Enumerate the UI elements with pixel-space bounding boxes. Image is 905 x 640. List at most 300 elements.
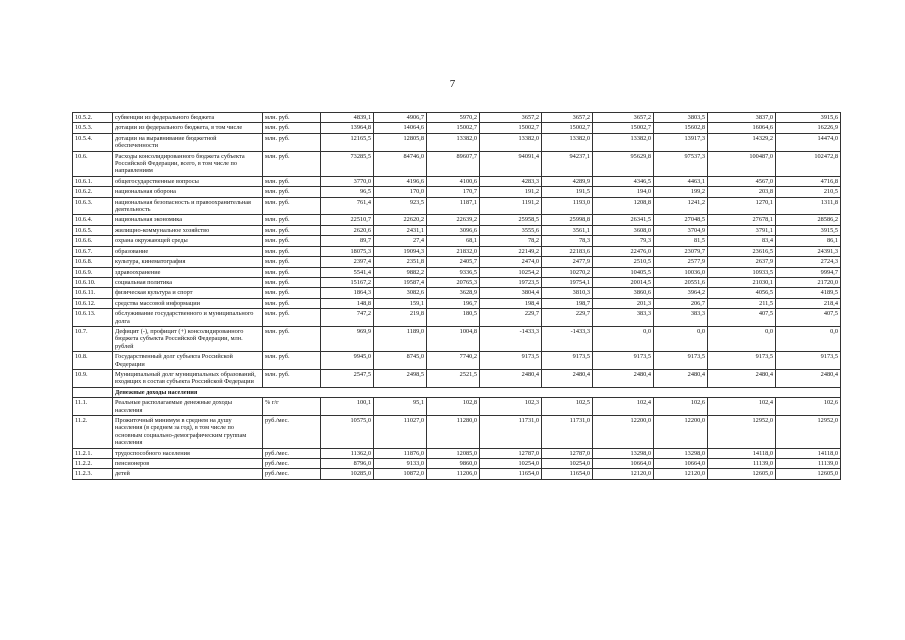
value-cell: 78,2 (480, 236, 542, 246)
row-unit: млн. руб. (263, 123, 321, 133)
value-cell: 11027,0 (374, 416, 427, 449)
value-cell: 170,0 (374, 187, 427, 197)
row-unit: млн. руб. (263, 326, 321, 351)
value-cell: 12787,0 (480, 448, 542, 458)
value-cell: 97537,3 (654, 151, 708, 176)
value-cell: 5970,2 (427, 113, 480, 123)
value-cell: 15002,7 (542, 123, 593, 133)
row-code: 10.5.2. (73, 113, 113, 123)
row-name: охрана окружающей среды (113, 236, 263, 246)
row-unit: млн. руб. (263, 246, 321, 256)
value-cell: 13298,0 (654, 448, 708, 458)
value-cell: 26341,5 (593, 215, 654, 225)
table-row (73, 133, 841, 151)
row-code: 11.2.2. (73, 459, 113, 469)
value-cell: 12165,5 (321, 133, 374, 151)
row-unit: млн. руб. (263, 113, 321, 123)
value-cell: 22149,2 (480, 246, 542, 256)
value-cell: 13382,0 (480, 133, 542, 151)
value-cell: 180,5 (427, 309, 480, 327)
value-cell: 27048,5 (654, 215, 708, 225)
value-cell: 16064,6 (708, 123, 776, 133)
value-cell: 3561,1 (542, 225, 593, 235)
row-code: 10.6.12. (73, 298, 113, 308)
table-row (73, 369, 841, 387)
value-cell: 194,0 (593, 187, 654, 197)
value-cell: 21832,0 (427, 246, 480, 256)
value-cell: 191,5 (542, 187, 593, 197)
section-title: Денежные доходы населения (113, 387, 841, 397)
table-row (73, 236, 841, 246)
row-code: 10.6.13. (73, 309, 113, 327)
value-cell: 102472,8 (776, 151, 841, 176)
value-cell: 15167,2 (321, 277, 374, 287)
row-code: 11.1. (73, 398, 113, 416)
value-cell: 9994,7 (776, 267, 841, 277)
value-cell: 15002,7 (427, 123, 480, 133)
row-name: субвенции из федерального бюджета (113, 113, 263, 123)
value-cell: 923,5 (374, 197, 427, 215)
value-cell: 11362,0 (321, 448, 374, 458)
value-cell: 73285,5 (321, 151, 374, 176)
table-row (73, 187, 841, 197)
value-cell: 12200,0 (593, 416, 654, 449)
row-name: обслуживание государственного и муниципального долга (113, 309, 263, 327)
value-cell: 13382,0 (593, 133, 654, 151)
value-cell: 78,3 (542, 236, 593, 246)
value-cell: 12805,8 (374, 133, 427, 151)
value-cell: 15602,8 (654, 123, 708, 133)
value-cell: 11731,0 (480, 416, 542, 449)
value-cell: 969,9 (321, 326, 374, 351)
value-cell: 383,3 (654, 309, 708, 327)
value-cell: 14064,6 (374, 123, 427, 133)
row-code: 10.6.6. (73, 236, 113, 246)
value-cell: 210,5 (776, 187, 841, 197)
row-unit: млн. руб. (263, 288, 321, 298)
value-cell: 8745,0 (374, 352, 427, 370)
value-cell: 3628,9 (427, 288, 480, 298)
value-cell: 18075,3 (321, 246, 374, 256)
value-cell: 196,7 (427, 298, 480, 308)
value-cell: 27678,1 (708, 215, 776, 225)
value-cell: 12120,0 (654, 469, 708, 479)
value-cell: 1191,2 (480, 197, 542, 215)
value-cell: 12952,0 (708, 416, 776, 449)
value-cell: 4196,6 (374, 176, 427, 186)
value-cell: 2431,1 (374, 225, 427, 235)
value-cell: 12787,0 (542, 448, 593, 458)
value-cell: 14118,0 (708, 448, 776, 458)
value-cell: 10254,0 (480, 459, 542, 469)
row-code: 10.6.9. (73, 267, 113, 277)
value-cell: 11206,0 (427, 469, 480, 479)
value-cell: 4839,1 (321, 113, 374, 123)
table-row (73, 151, 841, 176)
row-name: социальная политика (113, 277, 263, 287)
value-cell: 2620,6 (321, 225, 374, 235)
value-cell: -1433,3 (480, 326, 542, 351)
value-cell: 23616,5 (708, 246, 776, 256)
value-cell: 4906,7 (374, 113, 427, 123)
row-name: здравоохранение (113, 267, 263, 277)
value-cell: 11139,0 (776, 459, 841, 469)
value-cell: 23079,7 (654, 246, 708, 256)
row-unit: млн. руб. (263, 187, 321, 197)
value-cell: 0,0 (708, 326, 776, 351)
row-name: Государственный долг субъекта Российской Федерации (113, 352, 263, 370)
value-cell: 2405,7 (427, 257, 480, 267)
row-name: национальная оборона (113, 187, 263, 197)
value-cell: 4346,5 (593, 176, 654, 186)
value-cell: 19723,5 (480, 277, 542, 287)
value-cell: 3096,6 (427, 225, 480, 235)
value-cell: 2477,9 (542, 257, 593, 267)
value-cell: 16226,9 (776, 123, 841, 133)
row-unit: млн. руб. (263, 298, 321, 308)
value-cell: 95629,8 (593, 151, 654, 176)
value-cell: 0,0 (593, 326, 654, 351)
value-cell: 19094,3 (374, 246, 427, 256)
value-cell: 199,2 (654, 187, 708, 197)
indicators-table (72, 112, 841, 480)
value-cell: 2397,4 (321, 257, 374, 267)
value-cell: 0,0 (776, 326, 841, 351)
value-cell: 3860,6 (593, 288, 654, 298)
value-cell: 84746,0 (374, 151, 427, 176)
value-cell: 3704,9 (654, 225, 708, 235)
row-unit: млн. руб. (263, 352, 321, 370)
value-cell: 2724,3 (776, 257, 841, 267)
row-unit: млн. руб. (263, 215, 321, 225)
value-cell: 86,1 (776, 236, 841, 246)
value-cell: 10270,2 (542, 267, 593, 277)
value-cell: 11280,0 (427, 416, 480, 449)
row-name: общегосударственные вопросы (113, 176, 263, 186)
value-cell: 11731,0 (542, 416, 593, 449)
value-cell: 4289,9 (542, 176, 593, 186)
row-code: 10.5.3. (73, 123, 113, 133)
value-cell: 7740,2 (427, 352, 480, 370)
row-unit: руб./мес. (263, 469, 321, 479)
row-code: 10.6.5. (73, 225, 113, 235)
value-cell: 1864,3 (321, 288, 374, 298)
row-name: Муниципальный долг муниципальных образований, входящих в состав субъекта Российской Федерации (113, 369, 263, 387)
value-cell: 22639,2 (427, 215, 480, 225)
row-unit: млн. руб. (263, 369, 321, 387)
table-row (73, 123, 841, 133)
value-cell: 79,3 (593, 236, 654, 246)
value-cell: 94237,1 (542, 151, 593, 176)
value-cell: 10933,5 (708, 267, 776, 277)
value-cell: 9882,2 (374, 267, 427, 277)
value-cell: 13382,0 (542, 133, 593, 151)
value-cell: 229,7 (542, 309, 593, 327)
row-unit: руб./мес. (263, 448, 321, 458)
value-cell: 219,8 (374, 309, 427, 327)
table-row (73, 197, 841, 215)
value-cell: 1208,8 (593, 197, 654, 215)
value-cell: 81,5 (654, 236, 708, 246)
value-cell: 102,6 (776, 398, 841, 416)
row-name: физическая культура и спорт (113, 288, 263, 298)
value-cell: 83,4 (708, 236, 776, 246)
row-unit: млн. руб. (263, 197, 321, 215)
row-code: 10.9. (73, 369, 113, 387)
row-name: культура, кинематография (113, 257, 263, 267)
value-cell: 3608,0 (593, 225, 654, 235)
value-cell: 11654,0 (542, 469, 593, 479)
value-cell: 761,4 (321, 197, 374, 215)
section-row (73, 387, 841, 397)
row-code: 10.6.7. (73, 246, 113, 256)
value-cell: 3657,2 (480, 113, 542, 123)
value-cell: 198,7 (542, 298, 593, 308)
empty-cell (73, 387, 113, 397)
value-cell: 2351,8 (374, 257, 427, 267)
row-unit: млн. руб. (263, 257, 321, 267)
row-unit: млн. руб. (263, 267, 321, 277)
value-cell: 12200,0 (654, 416, 708, 449)
value-cell: 5541,4 (321, 267, 374, 277)
value-cell: 3791,1 (708, 225, 776, 235)
value-cell: 13964,8 (321, 123, 374, 133)
value-cell: 11139,0 (708, 459, 776, 469)
value-cell: 3964,2 (654, 288, 708, 298)
row-name: Расходы консолидированного бюджета субъекта Российской Федерации, всего, в том числе по направлениям (113, 151, 263, 176)
row-code: 10.6.8. (73, 257, 113, 267)
value-cell: 0,0 (654, 326, 708, 351)
value-cell: 229,7 (480, 309, 542, 327)
value-cell: 1004,8 (427, 326, 480, 351)
value-cell: 407,5 (708, 309, 776, 327)
table-row (73, 257, 841, 267)
row-name: дотации из федерального бюджета, в том числе (113, 123, 263, 133)
value-cell: 2480,4 (542, 369, 593, 387)
row-name: национальная безопасность и правоохранительная деятельность (113, 197, 263, 215)
value-cell: 9173,5 (776, 352, 841, 370)
value-cell: 1270,1 (708, 197, 776, 215)
value-cell: 206,7 (654, 298, 708, 308)
value-cell: 94091,4 (480, 151, 542, 176)
value-cell: 24391,3 (776, 246, 841, 256)
row-unit: млн. руб. (263, 151, 321, 176)
value-cell: 95,1 (374, 398, 427, 416)
value-cell: 9173,5 (593, 352, 654, 370)
value-cell: 3804,4 (480, 288, 542, 298)
value-cell: 22620,2 (374, 215, 427, 225)
row-name: средства массовой информации (113, 298, 263, 308)
value-cell: 9945,0 (321, 352, 374, 370)
table-row (73, 459, 841, 469)
value-cell: 9173,5 (708, 352, 776, 370)
value-cell: 407,5 (776, 309, 841, 327)
row-unit: % г/г (263, 398, 321, 416)
value-cell: 2480,4 (708, 369, 776, 387)
table-row (73, 288, 841, 298)
value-cell: 10664,0 (593, 459, 654, 469)
value-cell: 12120,0 (593, 469, 654, 479)
value-cell: 28586,2 (776, 215, 841, 225)
value-cell: 102,6 (654, 398, 708, 416)
value-cell: 20765,3 (427, 277, 480, 287)
value-cell: 8796,0 (321, 459, 374, 469)
value-cell: 747,2 (321, 309, 374, 327)
value-cell: 201,3 (593, 298, 654, 308)
value-cell: 14329,2 (708, 133, 776, 151)
value-cell: 198,4 (480, 298, 542, 308)
value-cell: 21030,1 (708, 277, 776, 287)
value-cell: 13917,3 (654, 133, 708, 151)
value-cell: 2521,5 (427, 369, 480, 387)
value-cell: 3810,3 (542, 288, 593, 298)
value-cell: 170,7 (427, 187, 480, 197)
value-cell: 12605,0 (708, 469, 776, 479)
value-cell: 22510,7 (321, 215, 374, 225)
value-cell: 12952,0 (776, 416, 841, 449)
value-cell: 203,8 (708, 187, 776, 197)
value-cell: 4056,5 (708, 288, 776, 298)
value-cell: 19587,4 (374, 277, 427, 287)
value-cell: 4100,6 (427, 176, 480, 186)
row-code: 10.6. (73, 151, 113, 176)
value-cell: 12085,0 (427, 448, 480, 458)
table-row (73, 352, 841, 370)
row-unit: млн. руб. (263, 225, 321, 235)
value-cell: 13382,0 (427, 133, 480, 151)
value-cell: 1187,1 (427, 197, 480, 215)
value-cell: 3915,6 (776, 113, 841, 123)
value-cell: 20551,6 (654, 277, 708, 287)
value-cell: 100,1 (321, 398, 374, 416)
row-name: пенсионеров (113, 459, 263, 469)
value-cell: 89607,7 (427, 151, 480, 176)
value-cell: 3555,6 (480, 225, 542, 235)
row-name: дотации на выравнивание бюджетной обеспеченности (113, 133, 263, 151)
value-cell: 25998,8 (542, 215, 593, 225)
value-cell: 2480,4 (654, 369, 708, 387)
row-unit: млн. руб. (263, 309, 321, 327)
row-unit: млн. руб. (263, 176, 321, 186)
value-cell: 20014,5 (593, 277, 654, 287)
value-cell: 2577,9 (654, 257, 708, 267)
value-cell: 102,3 (480, 398, 542, 416)
value-cell: 3657,2 (593, 113, 654, 123)
table-row (73, 326, 841, 351)
value-cell: 21720,0 (776, 277, 841, 287)
row-code: 10.7. (73, 326, 113, 351)
value-cell: 19754,1 (542, 277, 593, 287)
row-name: Реальные располагаемые денежные доходы населения (113, 398, 263, 416)
value-cell: 12605,0 (776, 469, 841, 479)
table-row (73, 225, 841, 235)
table-row (73, 267, 841, 277)
value-cell: 102,4 (593, 398, 654, 416)
table-row (73, 113, 841, 123)
value-cell: 102,5 (542, 398, 593, 416)
value-cell: 2510,5 (593, 257, 654, 267)
value-cell: 102,4 (708, 398, 776, 416)
value-cell: 9173,5 (480, 352, 542, 370)
value-cell: 9336,5 (427, 267, 480, 277)
table-body (73, 113, 841, 480)
value-cell: 4189,5 (776, 288, 841, 298)
row-unit: млн. руб. (263, 133, 321, 151)
row-code: 10.6.4. (73, 215, 113, 225)
value-cell: -1433,3 (542, 326, 593, 351)
row-code: 11.2.3. (73, 469, 113, 479)
row-name: национальная экономика (113, 215, 263, 225)
value-cell: 9860,0 (427, 459, 480, 469)
value-cell: 2637,9 (708, 257, 776, 267)
page-number: 7 (449, 78, 456, 90)
value-cell: 2547,5 (321, 369, 374, 387)
value-cell: 3837,0 (708, 113, 776, 123)
value-cell: 68,1 (427, 236, 480, 246)
value-cell: 2480,4 (593, 369, 654, 387)
row-code: 10.5.4. (73, 133, 113, 151)
value-cell: 10664,0 (654, 459, 708, 469)
value-cell: 10254,2 (480, 267, 542, 277)
value-cell: 89,7 (321, 236, 374, 246)
row-code: 10.8. (73, 352, 113, 370)
value-cell: 3803,5 (654, 113, 708, 123)
value-cell: 10036,0 (654, 267, 708, 277)
row-code: 11.2.1. (73, 448, 113, 458)
row-unit: млн. руб. (263, 236, 321, 246)
value-cell: 9173,5 (654, 352, 708, 370)
table-row (73, 215, 841, 225)
value-cell: 100487,0 (708, 151, 776, 176)
row-name: жилищно-коммунальное хозяйство (113, 225, 263, 235)
value-cell: 13298,0 (593, 448, 654, 458)
value-cell: 1311,8 (776, 197, 841, 215)
value-cell: 218,4 (776, 298, 841, 308)
row-code: 10.6.10. (73, 277, 113, 287)
value-cell: 22476,0 (593, 246, 654, 256)
value-cell: 148,8 (321, 298, 374, 308)
table-row (73, 416, 841, 449)
value-cell: 2498,5 (374, 369, 427, 387)
value-cell: 3770,0 (321, 176, 374, 186)
value-cell: 3915,5 (776, 225, 841, 235)
value-cell: 4283,3 (480, 176, 542, 186)
table-row (73, 309, 841, 327)
value-cell: 10872,0 (374, 469, 427, 479)
value-cell: 1241,2 (654, 197, 708, 215)
value-cell: 211,5 (708, 298, 776, 308)
value-cell: 10405,5 (593, 267, 654, 277)
row-code: 10.6.2. (73, 187, 113, 197)
value-cell: 9133,0 (374, 459, 427, 469)
row-name: образование (113, 246, 263, 256)
table-row (73, 398, 841, 416)
row-unit: руб./мес. (263, 459, 321, 469)
value-cell: 25958,5 (480, 215, 542, 225)
value-cell: 15002,7 (480, 123, 542, 133)
value-cell: 1189,0 (374, 326, 427, 351)
value-cell: 102,8 (427, 398, 480, 416)
value-cell: 11654,0 (480, 469, 542, 479)
value-cell: 14118,0 (776, 448, 841, 458)
table-row (73, 176, 841, 186)
row-name: трудоспособного населения (113, 448, 263, 458)
value-cell: 11876,0 (374, 448, 427, 458)
value-cell: 27,4 (374, 236, 427, 246)
value-cell: 10254,0 (542, 459, 593, 469)
table-row (73, 448, 841, 458)
value-cell: 10575,0 (321, 416, 374, 449)
